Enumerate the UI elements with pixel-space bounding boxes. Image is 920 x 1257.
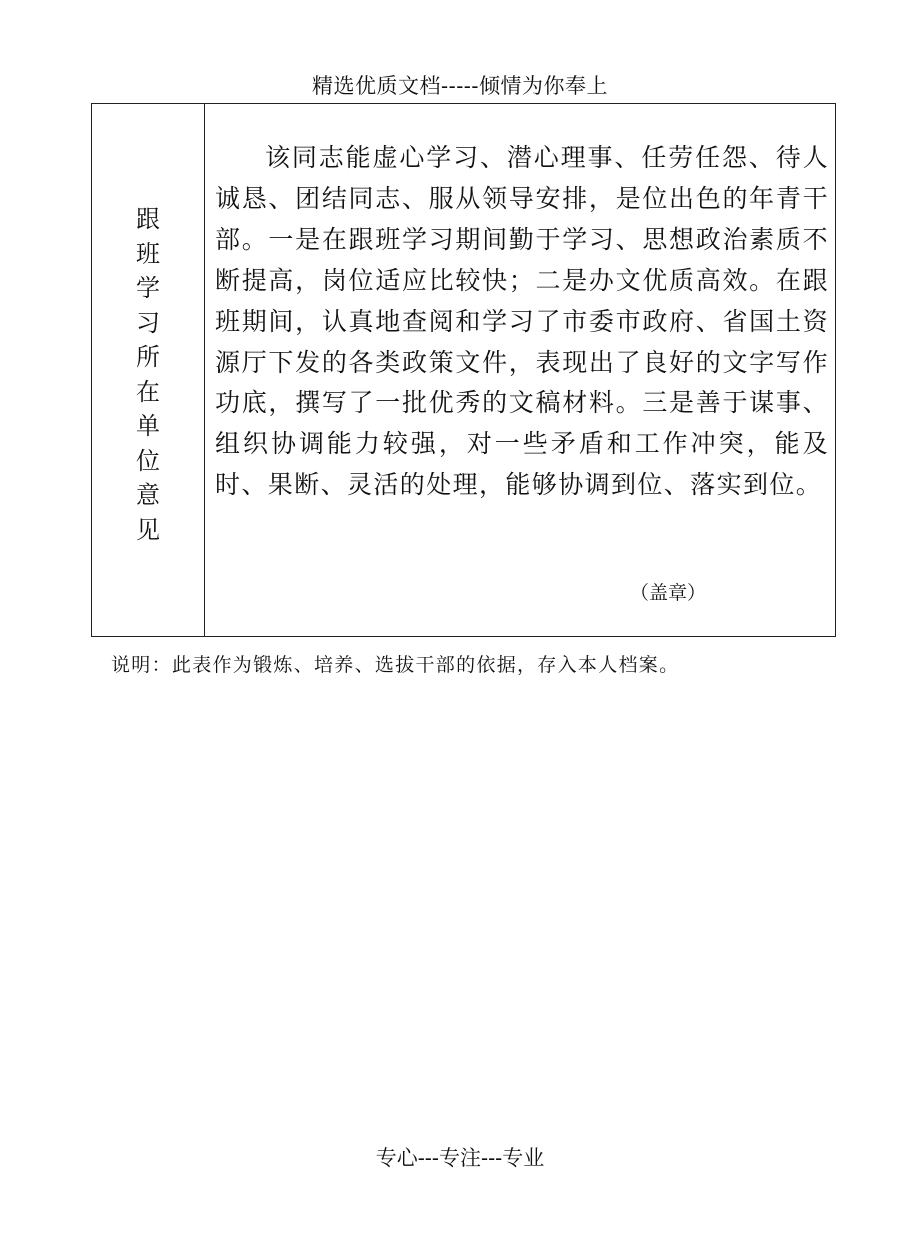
column-divider xyxy=(204,104,205,636)
label-char: 见 xyxy=(136,515,160,544)
label-char: 跟 xyxy=(136,205,160,233)
label-char: 在 xyxy=(136,377,160,406)
stamp-label: （盖章） xyxy=(630,582,707,604)
opinion-table xyxy=(91,103,836,637)
explanatory-note: 说明：此表作为锻炼、培养、选拔干部的依据，存入本人档案。 xyxy=(111,654,680,676)
label-char: 意 xyxy=(136,481,160,509)
label-char: 习 xyxy=(136,308,160,337)
label-char: 位 xyxy=(136,446,160,475)
label-char: 单 xyxy=(136,412,160,440)
page-footer: 专心---专注---专业 xyxy=(375,1146,545,1170)
row-label-unit-opinion xyxy=(92,202,204,547)
opinion-text: 该同志能虚心学习、潜心理事、任劳任怨、待人诚恳、团结同志、服从领导安排，是位出色的年青干部。一是在跟班学习期间勤于学习、思想政治素质不断提高，岗位适应比较快；二是办文优质高效。在跟班期间，认真地查阅和学习了市委市政府、省国土资源厅下发的各类政策文件，表现出了良好的文字写作功底，撰写了一批优秀的文稿材料。三是善于谋事、组织协调能力较强，对一些矛盾和工作冲突，能及时、果断、灵活的处理，能够协调到位、落实到位。 xyxy=(215,143,829,500)
label-char: 班 xyxy=(136,239,160,268)
label-char: 学 xyxy=(136,274,160,302)
page-header: 精选优质文档-----倾情为你奉上 xyxy=(312,74,608,98)
label-char: 所 xyxy=(136,343,160,371)
